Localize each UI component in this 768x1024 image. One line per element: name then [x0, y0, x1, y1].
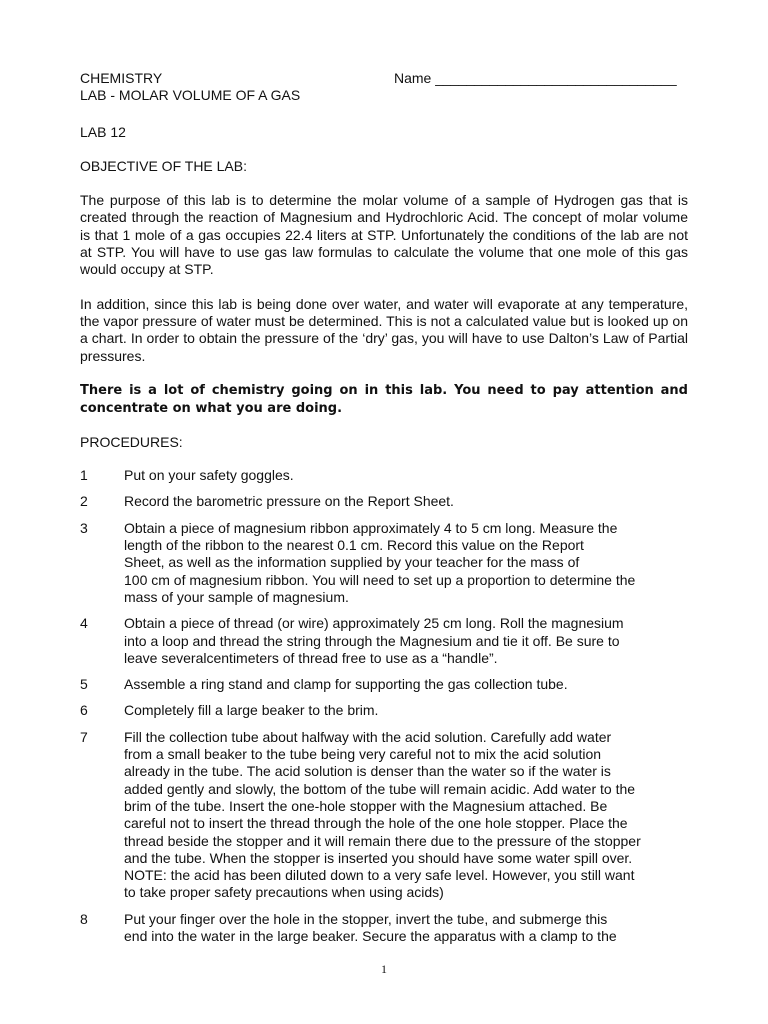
- procedure-step: [80, 467, 688, 484]
- procedure-step: [80, 615, 688, 667]
- attention-paragraph: There is a lot of chemistry going on in this lab. You need to pay attention and concentrate on what you are doing.: [80, 382, 688, 416]
- step-text: Obtain a piece of thread (or wire) approximately 25 cm long. Roll the magnesium into a loop and thread the string through the Magnesium and tie it off. Be sure to leave severalcentimeters of thread free to use as a “handle”.: [124, 615, 624, 666]
- procedure-step: [80, 911, 688, 946]
- step-number: 6: [80, 702, 88, 719]
- step-text: Assemble a ring stand and clamp for supporting the gas collection tube.: [124, 676, 568, 693]
- step-number: 8: [80, 910, 88, 927]
- procedure-step: [80, 729, 688, 902]
- lab-title: LAB - MOLAR VOLUME OF A GAS: [80, 87, 301, 104]
- page-number: 1: [381, 962, 387, 976]
- lab-number: LAB 12: [80, 123, 126, 140]
- step-number: 3: [80, 519, 88, 536]
- header-row: [80, 70, 688, 87]
- step-text: Obtain a piece of magnesium ribbon approximately 4 to 5 cm long. Measure the length of the ribbon to the nearest 0.1 cm. Record this value on the Report Sheet, as well as the information supplied by your teacher for the mass of 100 cm of magnesium ribbon. You will need to set up a proportion to determine the mass of your sample of magnesium.: [124, 519, 636, 605]
- procedure-list: [80, 467, 688, 945]
- step-number: 4: [80, 615, 88, 632]
- step-number: 7: [80, 728, 88, 745]
- step-number: 2: [80, 493, 88, 510]
- objective-heading: OBJECTIVE OF THE LAB:: [80, 157, 248, 174]
- document-page: [80, 70, 688, 959]
- vapor-pressure-paragraph: In addition, since this lab is being done over water, and water will evaporate at any temperature, the vapor pressure of water must be determined. This is not a calculated value but is looked up on a chart. In order to obtain the pressure of the ‘dry’ gas, you will have to use Dalton’s Law of Partial pressures.: [80, 295, 688, 364]
- step-text: Record the barometric pressure on the Report Sheet.: [124, 493, 454, 510]
- purpose-paragraph: The purpose of this lab is to determine the molar volume of a sample of Hydrogen gas that is created through the reaction of Magnesium and Hydrochloric Acid. The concept of molar volume is that 1 mole of a gas occupies 22.4 liters at STP. Unfortunately the conditions of the lab are not at STP. You will have to use gas law formulas to calculate the volume that one mole of this gas would occupy at STP.: [80, 192, 688, 278]
- procedures-heading: PROCEDURES:: [80, 433, 183, 450]
- step-text: Fill the collection tube about halfway with the acid solution. Carefully add water from a small beaker to the tube being very careful not to mix the acid solution already in the tube. The acid solution is denser than the water so if the water is added gently and slowly, the bottom of the tube will remain acidic. Add water to the brim of the tube. Insert the one-hole stopper with the Magnesium attached. Be careful not to insert the thread through the hole of the one hole stopper. Place the thread beside the stopper and it will remain there due to the pressure of the stopper and the tube. When the stopper is inserted you should have some water spill over. NOTE: the acid has been diluted down to a very safe level. However, you still want to take proper safety precautions when using acids): [124, 728, 641, 901]
- step-number: 5: [80, 676, 88, 693]
- step-text: Put on your safety goggles.: [124, 467, 294, 484]
- procedure-step: [80, 702, 688, 719]
- step-number: 1: [80, 467, 88, 484]
- course-name: CHEMISTRY: [80, 70, 163, 86]
- procedure-step: [80, 520, 688, 606]
- procedure-step: [80, 676, 688, 693]
- name-field-label: Name _______________________________: [394, 70, 677, 86]
- step-text: Completely fill a large beaker to the brim.: [124, 702, 379, 719]
- step-text: Put your finger over the hole in the stopper, invert the tube, and submerge this end into the water in the large beaker. Secure the apparatus with a clamp to the: [124, 910, 617, 944]
- procedure-step: [80, 493, 688, 510]
